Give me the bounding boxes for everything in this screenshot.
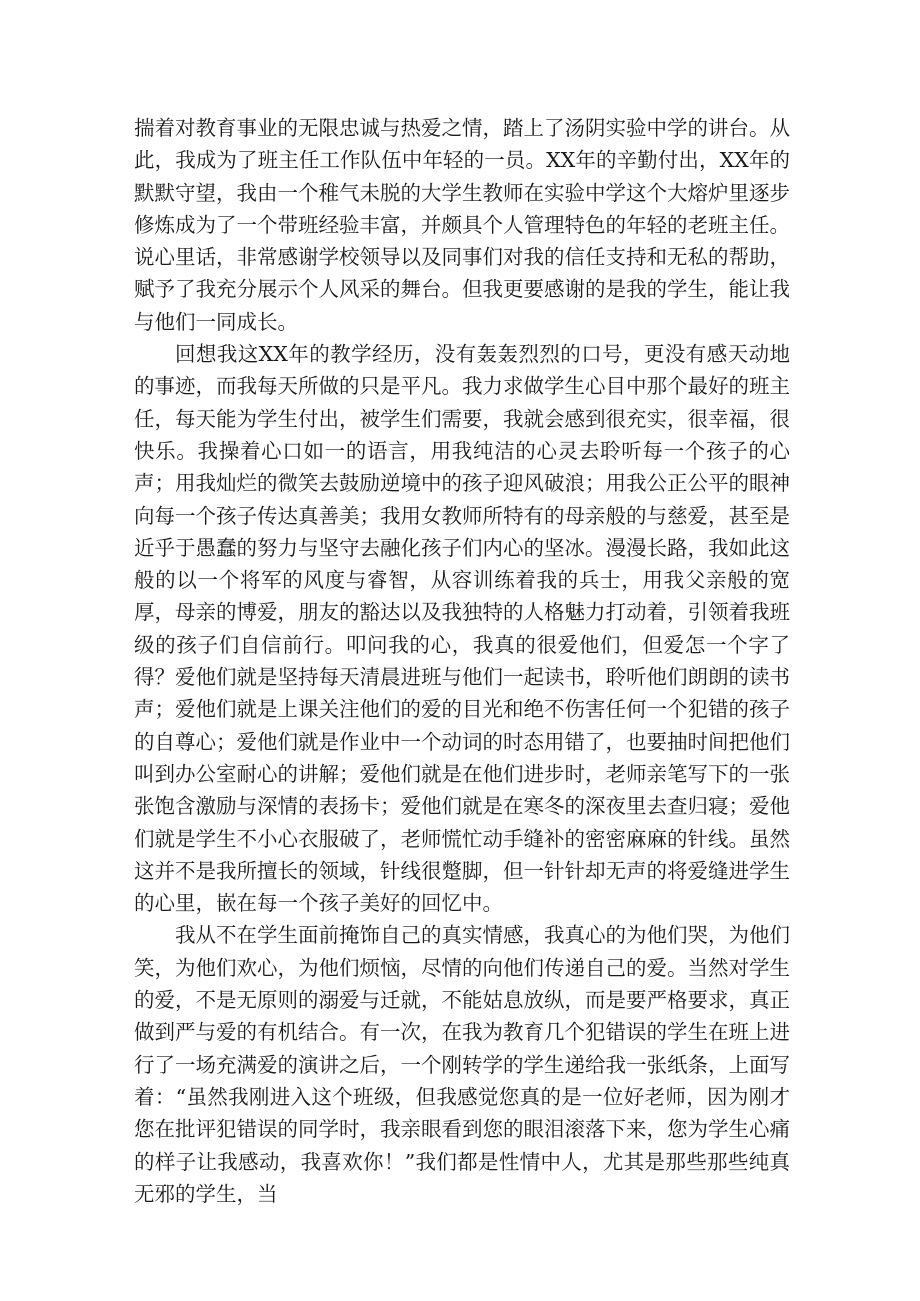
paragraph-3: 我从不在学生面前掩饰自己的真实情感，我真心的为他们哭，为他们笑，为他们欢心，为他们烦恼，尽情的向他们传递自己的爱。当然对学生的爱，不是无原则的溺爱与迁就，不能姑息放纵，而是要严格要求，真正做到严与爱的有机结合。有一次，在我为教育几个犯错误的学生在班上进行了一场充满爱的演讲之后，一个刚转学的学生递给我一张纸条，上面写着：“虽然我刚进入这个班级，但我感觉您真的是一位好老师，因为刚才您在批评犯错误的同学时，我亲眼看到您的眼泪滚落下来，您为学生心痛的样子让我感动，我喜欢你！”我们都是性情中人，尤其是那些那些纯真无邪的学生，当 [134,923,790,1206]
document-body [134,112,790,1210]
paragraph-1: 揣着对教育事业的无限忠诚与热爱之情，踏上了汤阴实验中学的讲台。从此，我成为了班主任工作队伍中年轻的一员。XX年的辛勤付出，XX年的默默守望，我由一个稚气未脱的大学生教师在实验中学这个大熔炉里逐步修炼成为了一个带班经验丰富，并颇具个人管理特色的年轻的老班主任。说心里话，非常感谢学校领导以及同事们对我的信任支持和无私的帮助，赋予了我充分展示个人风采的舞台。但我更要感谢的是我的学生，能让我与他们一同成长。 [134,116,790,334]
paragraph-2: 回想我这XX年的教学经历，没有轰轰烈烈的口号，更没有感天动地的事迹，而我每天所做的只是平凡。我力求做学生心目中那个最好的班主任，每天能为学生付出，被学生们需要，我就会感到很充实，很幸福，很快乐。我操着心口如一的语言，用我纯洁的心灵去聆听每一个孩子的心声；用我灿烂的微笑去鼓励逆境中的孩子迎风破浪；用我公正公平的眼神向每一个孩子传达真善美；我用女教师所特有的母亲般的与慈爱，甚至是近乎于愚蠢的努力与坚守去融化孩子们内心的坚冰。漫漫长路，我如此这般的以一个将军的风度与睿智，从容训练着我的兵士，用我父亲般的宽厚，母亲的博爱，朋友的豁达以及我独特的人格魅力打动着，引领着我班级的孩子们自信前行。叩问我的心，我真的很爱他们，但爱怎一个字了得？爱他们就是坚持每天清晨进班与他们一起读书，聆听他们朗朗的读书声；爱他们就是上课关注他们的爱的目光和绝不伤害任何一个犯错的孩子的自尊心；爱他们就是作业中一个动词的时态用错了，也要抽时间把他们叫到办公室耐心的讲解；爱他们就是在他们进步时，老师亲笔写下的一张张饱含激励与深情的表扬卡；爱他们就是在寒冬的深夜里去查归寝；爱他们就是学生不小心衣服破了，老师慌忙动手缝补的密密麻麻的针线。虽然这并不是我所擅长的领域，针线很蹩脚，但一针针却无声的将爱缝进学生的心里，嵌在每一个孩子美好的回忆中。 [134,342,790,916]
